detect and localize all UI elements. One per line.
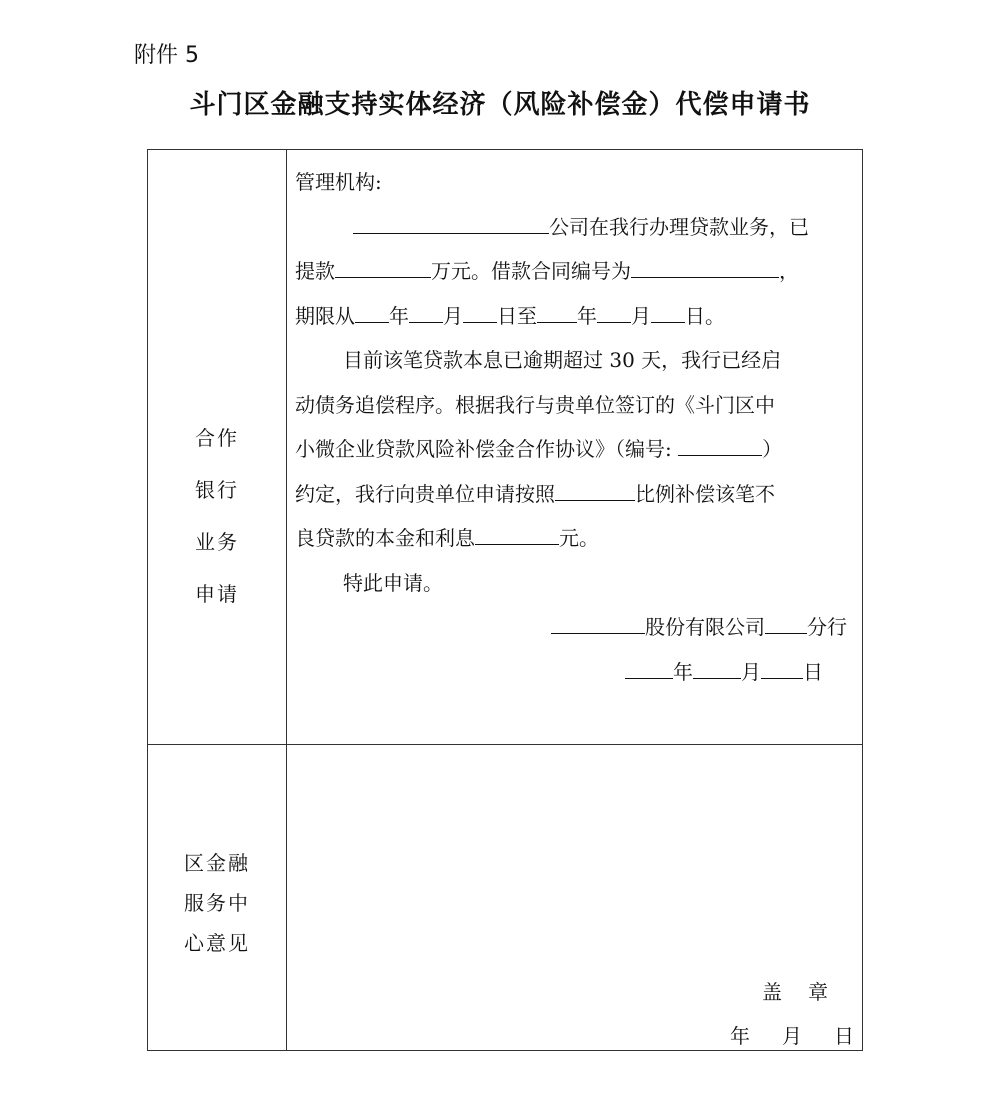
paragraph-line xyxy=(295,472,855,517)
attachment-number: 附件 5 xyxy=(134,43,199,68)
bank-application-label xyxy=(148,412,286,620)
text: 年 xyxy=(577,303,597,328)
text: 日 xyxy=(803,659,823,684)
application-form-table xyxy=(147,149,863,1051)
text: 约定，我行向贵单位申请按照 xyxy=(295,481,555,506)
finance-center-opinion-label xyxy=(148,843,286,963)
text: 股份有限公司 xyxy=(645,615,765,639)
text: 年 xyxy=(673,659,693,684)
row-divider xyxy=(148,744,862,745)
text: ， xyxy=(779,259,799,283)
label-line: 心意见 xyxy=(184,931,250,955)
sign-year-blank[interactable] xyxy=(625,650,673,679)
text: 月 xyxy=(631,303,651,328)
column-divider xyxy=(286,150,287,1050)
text: 月 xyxy=(443,303,463,328)
text: 日至 xyxy=(497,303,537,328)
paragraph-line xyxy=(295,205,855,250)
label-line: 区金融 xyxy=(184,851,250,875)
paragraph-line xyxy=(295,294,855,339)
principal-interest-blank[interactable] xyxy=(475,516,559,545)
paragraph-line xyxy=(295,249,855,294)
paragraph-line: 动债务追偿程序。根据我行与贵单位签订的《斗门区中 xyxy=(295,392,775,417)
text: 元。 xyxy=(559,526,599,550)
date-year: 年 xyxy=(730,1024,750,1048)
text: 小微企业贷款风险补偿金合作协议》（编号: xyxy=(295,437,679,461)
opinion-date xyxy=(698,1020,854,1049)
paragraph-line xyxy=(295,427,855,472)
document-title: 斗门区金融支持实体经济（风险补偿金）代偿申请书 xyxy=(189,90,811,120)
amount-blank[interactable] xyxy=(335,249,431,278)
branch-name-blank[interactable] xyxy=(765,605,807,634)
end-month-blank[interactable] xyxy=(597,294,631,323)
date-month: 月 xyxy=(782,1024,802,1048)
bank-name-blank[interactable] xyxy=(551,605,645,634)
label-line: 申请 xyxy=(195,582,239,606)
text: 月 xyxy=(741,659,761,684)
ratio-blank[interactable] xyxy=(555,472,635,501)
text: 良贷款的本金和利息 xyxy=(295,526,475,550)
paragraph-line: 目前该笔贷款本息已逾期超过 30 天，我行已经启 xyxy=(343,348,782,372)
closing-line: 特此申请。 xyxy=(343,570,443,595)
label-line: 服务中 xyxy=(184,891,250,915)
signature-date-line xyxy=(295,650,855,695)
text: 期限从 xyxy=(295,303,355,328)
sign-month-blank[interactable] xyxy=(693,650,741,679)
contract-number-blank[interactable] xyxy=(631,249,779,278)
agreement-number-blank[interactable] xyxy=(678,427,762,456)
signature-line xyxy=(295,605,855,650)
date-day: 日 xyxy=(834,1024,854,1048)
text: 年 xyxy=(389,303,409,328)
start-day-blank[interactable] xyxy=(463,294,497,323)
addressee: 管理机构: xyxy=(295,170,382,194)
end-day-blank[interactable] xyxy=(651,294,685,323)
start-year-blank[interactable] xyxy=(355,294,389,323)
seal-label: 盖章 xyxy=(762,980,854,1004)
company-name-blank[interactable] xyxy=(353,205,549,234)
text: 提款 xyxy=(295,259,335,283)
start-month-blank[interactable] xyxy=(409,294,443,323)
text: ） xyxy=(762,437,783,461)
end-year-blank[interactable] xyxy=(537,294,577,323)
label-line: 银行 xyxy=(195,478,239,502)
bank-application-content xyxy=(295,160,855,694)
label-line: 合作 xyxy=(195,426,239,450)
text: 公司在我行办理贷款业务，已 xyxy=(549,214,809,239)
label-line: 业务 xyxy=(195,530,239,554)
sign-day-blank[interactable] xyxy=(761,650,803,679)
text: 分行 xyxy=(807,615,847,639)
text: 万元。借款合同编号为 xyxy=(431,259,631,283)
text: 日。 xyxy=(685,303,725,328)
text: 比例补偿该笔不 xyxy=(635,481,775,506)
paragraph-line xyxy=(295,516,855,561)
